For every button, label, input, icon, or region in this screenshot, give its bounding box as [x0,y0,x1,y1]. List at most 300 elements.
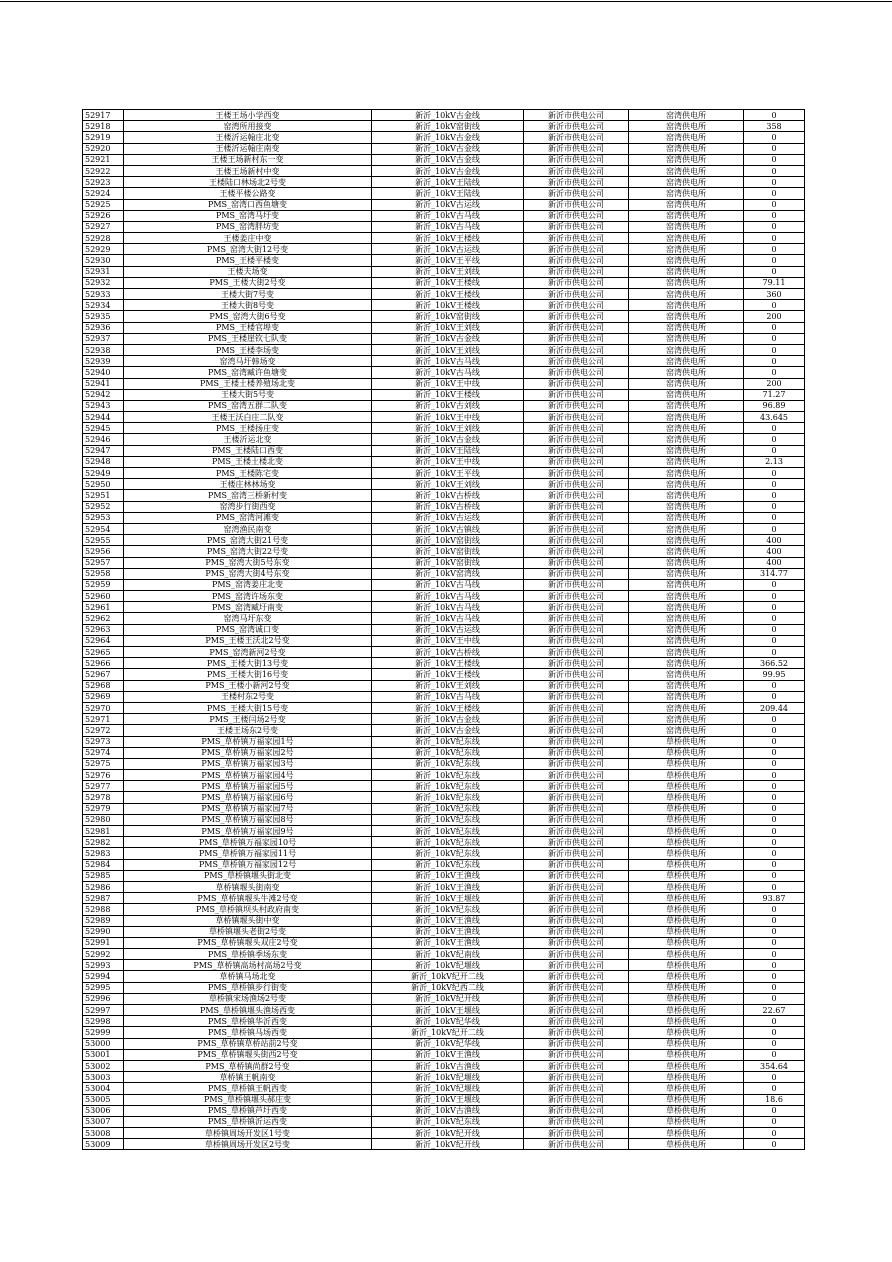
substation-name-cell: PMS_草桥镇万福家园9号 [124,826,372,837]
table-row [83,300,805,311]
feeder-line-cell: 新沂_10kV王中线 [372,456,524,467]
feeder-line-cell: 新沂_10kV古金线 [372,132,524,143]
table-row [83,736,805,747]
row-id-cell: 52937 [83,333,124,344]
substation-name-cell: 王楼沂运翰庄北变 [124,132,372,143]
table-row [83,400,805,411]
station-cell: 窑湾供电所 [629,199,744,210]
company-cell: 新沂市供电公司 [524,333,629,344]
row-id-cell: 52969 [83,691,124,702]
feeder-line-cell: 新沂_10kV古金线 [372,154,524,165]
value-cell: 0 [744,904,805,915]
row-id-cell: 52971 [83,714,124,725]
table-row [83,1105,805,1116]
row-id-cell: 52940 [83,367,124,378]
station-cell: 草桥供电所 [629,904,744,915]
value-cell: 314.77 [744,568,805,579]
feeder-line-cell: 新沂_10kV王堰线 [372,893,524,904]
feeder-line-cell: 新沂_10kV王楼线 [372,289,524,300]
table-row [83,412,805,423]
company-cell: 新沂市供电公司 [524,870,629,881]
value-cell: 0 [744,322,805,333]
company-cell: 新沂市供电公司 [524,591,629,602]
company-cell: 新沂市供电公司 [524,993,629,1004]
table-row [83,859,805,870]
company-cell: 新沂市供电公司 [524,121,629,132]
table-row [83,277,805,288]
substation-name-cell: PMS_王楼闫场2号变 [124,714,372,725]
feeder-line-cell: 新沂_10kV古镇线 [372,523,524,534]
table-row [83,110,805,121]
value-cell: 400 [744,557,805,568]
table-row [83,367,805,378]
station-cell: 窑湾供电所 [629,691,744,702]
row-id-cell: 52995 [83,982,124,993]
row-id-cell: 52998 [83,1016,124,1027]
substation-name-cell: PMS_草桥镇万福家园11号 [124,848,372,859]
table-row [83,613,805,624]
value-cell: 0 [744,490,805,501]
table-row [83,445,805,456]
row-id-cell: 52980 [83,814,124,825]
company-cell: 新沂市供电公司 [524,512,629,523]
substation-name-cell: PMS_草桥镇步行街变 [124,982,372,993]
row-id-cell: 52955 [83,535,124,546]
value-cell: 0 [744,613,805,624]
row-id-cell: 52942 [83,389,124,400]
table-row [83,770,805,781]
substation-name-cell: PMS_王楼大街13号变 [124,658,372,669]
table-row [83,1072,805,1083]
company-cell: 新沂市供电公司 [524,523,629,534]
station-cell: 窑湾供电所 [629,568,744,579]
value-cell: 0 [744,210,805,221]
station-cell: 窑湾供电所 [629,591,744,602]
feeder-line-cell: 新沂_10kV纪东线 [372,904,524,915]
substation-name-cell: 王楼大街8号变 [124,300,372,311]
table-row [83,781,805,792]
table-row [83,389,805,400]
station-cell: 草桥供电所 [629,747,744,758]
feeder-line-cell: 新沂_10kV王陆线 [372,188,524,199]
station-cell: 窑湾供电所 [629,378,744,389]
value-cell: 200 [744,378,805,389]
station-cell: 窑湾供电所 [629,624,744,635]
feeder-line-cell: 新沂_10kV王渔线 [372,1049,524,1060]
feeder-line-cell: 新沂_10kV纪东线 [372,803,524,814]
substation-name-cell: PMS_王楼大街15号变 [124,702,372,713]
row-id-cell: 52928 [83,233,124,244]
row-id-cell: 52959 [83,579,124,590]
substation-name-cell: PMS_草桥镇尚群2号变 [124,1060,372,1071]
feeder-line-cell: 新沂_10kV窑街线 [372,557,524,568]
table-row [83,1116,805,1127]
substation-name-cell: 草桥镇堰头老街2号变 [124,926,372,937]
station-cell: 草桥供电所 [629,1060,744,1071]
table-row [83,568,805,579]
substation-name-cell: 王楼陆口林场北2号变 [124,177,372,188]
row-id-cell: 53003 [83,1072,124,1083]
row-id-cell: 52987 [83,893,124,904]
station-cell: 窑湾供电所 [629,311,744,322]
substation-name-cell: PMS_王楼小新河2号变 [124,680,372,691]
company-cell: 新沂市供电公司 [524,479,629,490]
station-cell: 窑湾供电所 [629,277,744,288]
substation-name-cell: PMS_草桥镇万福家园4号 [124,770,372,781]
station-cell: 窑湾供电所 [629,110,744,121]
company-cell: 新沂市供电公司 [524,557,629,568]
value-cell: 93.87 [744,893,805,904]
row-id-cell: 52949 [83,468,124,479]
table-row [83,289,805,300]
station-cell: 草桥供电所 [629,870,744,881]
feeder-line-cell: 新沂_10kV王平线 [372,255,524,266]
substation-name-cell: 窑湾马圩韩场变 [124,356,372,367]
station-cell: 草桥供电所 [629,1027,744,1038]
feeder-line-cell: 新沂_10kV窑街线 [372,121,524,132]
company-cell: 新沂市供电公司 [524,412,629,423]
table-row [83,579,805,590]
feeder-line-cell: 新沂_10kV王楼线 [372,277,524,288]
station-cell: 窑湾供电所 [629,333,744,344]
value-cell: 0 [744,859,805,870]
feeder-line-cell: 新沂_10kV古马线 [372,367,524,378]
feeder-line-cell: 新沂_10kV王刘线 [372,266,524,277]
table-row [83,982,805,993]
station-cell: 草桥供电所 [629,1094,744,1105]
value-cell: 0 [744,971,805,982]
row-id-cell: 52989 [83,915,124,926]
substation-name-cell: PMS_窑湾胖坊变 [124,221,372,232]
table-row [83,893,805,904]
substation-name-cell: PMS_草桥镇季场东变 [124,949,372,960]
station-cell: 窑湾供电所 [629,289,744,300]
row-id-cell: 53000 [83,1038,124,1049]
company-cell: 新沂市供电公司 [524,322,629,333]
table-row [83,725,805,736]
table-row [83,837,805,848]
value-cell: 0 [744,915,805,926]
table-row [83,177,805,188]
row-id-cell: 52947 [83,445,124,456]
row-id-cell: 52991 [83,937,124,948]
value-cell: 0 [744,523,805,534]
value-cell: 0 [744,333,805,344]
row-id-cell: 52958 [83,568,124,579]
substation-name-cell: PMS_王楼陈宅变 [124,468,372,479]
table-row [83,333,805,344]
substation-name-cell: PMS_草桥镇万福家园6号 [124,792,372,803]
substation-name-cell: PMS_草桥镇芦圩西变 [124,1105,372,1116]
substation-name-cell: PMS_草桥镇万福家园1号 [124,736,372,747]
table-row [83,691,805,702]
value-cell: 0 [744,758,805,769]
station-cell: 草桥供电所 [629,982,744,993]
company-cell: 新沂市供电公司 [524,300,629,311]
station-cell: 草桥供电所 [629,837,744,848]
row-id-cell: 52939 [83,356,124,367]
value-cell: 0 [744,434,805,445]
station-cell: 窑湾供电所 [629,501,744,512]
row-id-cell: 52930 [83,255,124,266]
company-cell: 新沂市供电公司 [524,400,629,411]
value-cell: 0 [744,1072,805,1083]
table-row [83,1016,805,1027]
value-cell: 0 [744,982,805,993]
company-cell: 新沂市供电公司 [524,311,629,322]
value-cell: 43.645 [744,412,805,423]
company-cell: 新沂市供电公司 [524,501,629,512]
row-id-cell: 53002 [83,1060,124,1071]
station-cell: 窑湾供电所 [629,322,744,333]
row-id-cell: 52954 [83,523,124,534]
company-cell: 新沂市供电公司 [524,1060,629,1071]
company-cell: 新沂市供电公司 [524,602,629,613]
feeder-line-cell: 新沂_10kV窑湾线 [372,568,524,579]
station-cell: 草桥供电所 [629,758,744,769]
station-cell: 草桥供电所 [629,993,744,1004]
substation-name-cell: PMS_窑湾臧圩南变 [124,602,372,613]
station-cell: 草桥供电所 [629,915,744,926]
substation-name-cell: 草桥镇堰头街南变 [124,881,372,892]
value-cell: 0 [744,781,805,792]
row-id-cell: 52970 [83,702,124,713]
row-id-cell: 52952 [83,501,124,512]
table-row [83,680,805,691]
company-cell: 新沂市供电公司 [524,859,629,870]
company-cell: 新沂市供电公司 [524,210,629,221]
value-cell: 71.27 [744,389,805,400]
table-row [83,132,805,143]
feeder-line-cell: 新沂_10kV王陆线 [372,445,524,456]
company-cell: 新沂市供电公司 [524,1049,629,1060]
value-cell: 400 [744,546,805,557]
substation-name-cell: PMS_窑湾许场东变 [124,591,372,602]
station-cell: 草桥供电所 [629,1128,744,1139]
station-cell: 窑湾供电所 [629,557,744,568]
company-cell: 新沂市供电公司 [524,792,629,803]
value-cell: 0 [744,792,805,803]
value-cell: 0 [744,736,805,747]
row-id-cell: 52999 [83,1027,124,1038]
substation-name-cell: PMS_王楼官埠变 [124,322,372,333]
row-id-cell: 52975 [83,758,124,769]
company-cell: 新沂市供电公司 [524,188,629,199]
substation-name-cell: 王楼王场新村中变 [124,165,372,176]
station-cell: 窑湾供电所 [629,143,744,154]
substation-name-cell: PMS_草桥镇堰头街北变 [124,870,372,881]
company-cell: 新沂市供电公司 [524,1038,629,1049]
value-cell: 0 [744,1116,805,1127]
row-id-cell: 52992 [83,949,124,960]
table-row [83,1038,805,1049]
feeder-line-cell: 新沂_10kV王刘线 [372,344,524,355]
value-cell: 0 [744,680,805,691]
table-row [83,143,805,154]
company-cell: 新沂市供电公司 [524,803,629,814]
feeder-line-cell: 新沂_10kV古桥线 [372,501,524,512]
feeder-line-cell: 新沂_10kV古渔线 [372,1060,524,1071]
feeder-line-cell: 新沂_10kV王刘线 [372,423,524,434]
value-cell: 0 [744,199,805,210]
feeder-line-cell: 新沂_10kV王楼线 [372,702,524,713]
table-row [83,1060,805,1071]
station-cell: 草桥供电所 [629,949,744,960]
table-row [83,602,805,613]
top-rule [0,1,892,2]
feeder-line-cell: 新沂_10kV纪堰线 [372,1083,524,1094]
feeder-line-cell: 新沂_10kV古马线 [372,579,524,590]
company-cell: 新沂市供电公司 [524,937,629,948]
station-cell: 草桥供电所 [629,1038,744,1049]
value-cell: 209.44 [744,702,805,713]
row-id-cell: 52993 [83,960,124,971]
substation-name-cell: PMS_草桥镇万福家园8号 [124,814,372,825]
company-cell: 新沂市供电公司 [524,1139,629,1150]
value-cell: 0 [744,714,805,725]
value-cell: 0 [744,266,805,277]
feeder-line-cell: 新沂_10kV古金线 [372,714,524,725]
row-id-cell: 53006 [83,1105,124,1116]
station-cell: 草桥供电所 [629,1083,744,1094]
row-id-cell: 52961 [83,602,124,613]
company-cell: 新沂市供电公司 [524,613,629,624]
row-id-cell: 52979 [83,803,124,814]
value-cell: 0 [744,1105,805,1116]
company-cell: 新沂市供电公司 [524,770,629,781]
substation-name-cell: PMS_王楼大街16号变 [124,669,372,680]
row-id-cell: 52918 [83,121,124,132]
row-id-cell: 52957 [83,557,124,568]
value-cell: 0 [744,960,805,971]
table-row [83,311,805,322]
row-id-cell: 52978 [83,792,124,803]
value-cell: 0 [744,344,805,355]
feeder-line-cell: 新沂_10kV纪东线 [372,770,524,781]
station-cell: 草桥供电所 [629,826,744,837]
feeder-line-cell: 新沂_10kV王刘线 [372,322,524,333]
substation-name-cell: PMS_草桥镇万福家园10号 [124,837,372,848]
table-row [83,378,805,389]
feeder-line-cell: 新沂_10kV古运线 [372,512,524,523]
table-row [83,669,805,680]
table-row [83,501,805,512]
feeder-line-cell: 新沂_10kV纪南线 [372,949,524,960]
feeder-line-cell: 新沂_10kV纪华线 [372,1016,524,1027]
company-cell: 新沂市供电公司 [524,378,629,389]
substation-name-cell: 王楼平楼公路变 [124,188,372,199]
feeder-line-cell: 新沂_10kV王楼线 [372,669,524,680]
substation-name-cell: 王楼姜庄中变 [124,233,372,244]
row-id-cell: 52933 [83,289,124,300]
row-id-cell: 52976 [83,770,124,781]
value-cell: 200 [744,311,805,322]
value-cell: 366.52 [744,658,805,669]
company-cell: 新沂市供电公司 [524,445,629,456]
feeder-line-cell: 新沂_10kV王平线 [372,468,524,479]
feeder-line-cell: 新沂_10kV王中线 [372,412,524,423]
row-id-cell: 52944 [83,412,124,423]
substation-name-cell: PMS_王楼王沃北2号变 [124,635,372,646]
station-cell: 窑湾供电所 [629,468,744,479]
substation-table [82,109,805,1150]
substation-name-cell: PMS_草桥镇堰头双庄2号变 [124,937,372,948]
station-cell: 窑湾供电所 [629,635,744,646]
substation-name-cell: PMS_窑湾三桥新村变 [124,490,372,501]
row-id-cell: 52968 [83,680,124,691]
value-cell: 0 [744,747,805,758]
row-id-cell: 52962 [83,613,124,624]
row-id-cell: 53007 [83,1116,124,1127]
table-row [83,535,805,546]
feeder-line-cell: 新沂_10kV王楼线 [372,389,524,400]
company-cell: 新沂市供电公司 [524,736,629,747]
station-cell: 窑湾供电所 [629,658,744,669]
station-cell: 草桥供电所 [629,814,744,825]
row-id-cell: 52917 [83,110,124,121]
row-id-cell: 52922 [83,165,124,176]
company-cell: 新沂市供电公司 [524,289,629,300]
row-id-cell: 52931 [83,266,124,277]
substation-name-cell: 草桥镇周场开发区1号变 [124,1128,372,1139]
station-cell: 窑湾供电所 [629,132,744,143]
station-cell: 草桥供电所 [629,803,744,814]
feeder-line-cell: 新沂_10kV王刘线 [372,479,524,490]
value-cell: 0 [744,725,805,736]
station-cell: 草桥供电所 [629,792,744,803]
table-row [83,154,805,165]
row-id-cell: 52960 [83,591,124,602]
company-cell: 新沂市供电公司 [524,468,629,479]
value-cell: 0 [744,1027,805,1038]
company-cell: 新沂市供电公司 [524,255,629,266]
value-cell: 358 [744,121,805,132]
feeder-line-cell: 新沂_10kV窑街线 [372,535,524,546]
feeder-line-cell: 新沂_10kV王堰线 [372,1094,524,1105]
table-row [83,971,805,982]
company-cell: 新沂市供电公司 [524,132,629,143]
row-id-cell: 52920 [83,143,124,154]
value-cell: 0 [744,837,805,848]
feeder-line-cell: 新沂_10kV纪堰线 [372,960,524,971]
substation-name-cell: PMS_草桥镇堰头街西2号变 [124,1049,372,1060]
value-cell: 0 [744,848,805,859]
table-row [83,165,805,176]
company-cell: 新沂市供电公司 [524,1083,629,1094]
station-cell: 窑湾供电所 [629,546,744,557]
row-id-cell: 52981 [83,826,124,837]
station-cell: 窑湾供电所 [629,210,744,221]
table-row [83,322,805,333]
substation-name-cell: 王楼大街7号变 [124,289,372,300]
value-cell: 0 [744,501,805,512]
station-cell: 窑湾供电所 [629,613,744,624]
substation-name-cell: 窑湾步行街西变 [124,501,372,512]
substation-name-cell: PMS_窑湾大街22号变 [124,546,372,557]
station-cell: 窑湾供电所 [629,400,744,411]
company-cell: 新沂市供电公司 [524,702,629,713]
substation-name-cell: PMS_王楼大街2号变 [124,277,372,288]
company-cell: 新沂市供电公司 [524,579,629,590]
station-cell: 窑湾供电所 [629,154,744,165]
company-cell: 新沂市供电公司 [524,233,629,244]
row-id-cell: 52956 [83,546,124,557]
feeder-line-cell: 新沂_10kV纪东线 [372,826,524,837]
company-cell: 新沂市供电公司 [524,1128,629,1139]
station-cell: 窑湾供电所 [629,266,744,277]
station-cell: 窑湾供电所 [629,221,744,232]
table-row [83,121,805,132]
